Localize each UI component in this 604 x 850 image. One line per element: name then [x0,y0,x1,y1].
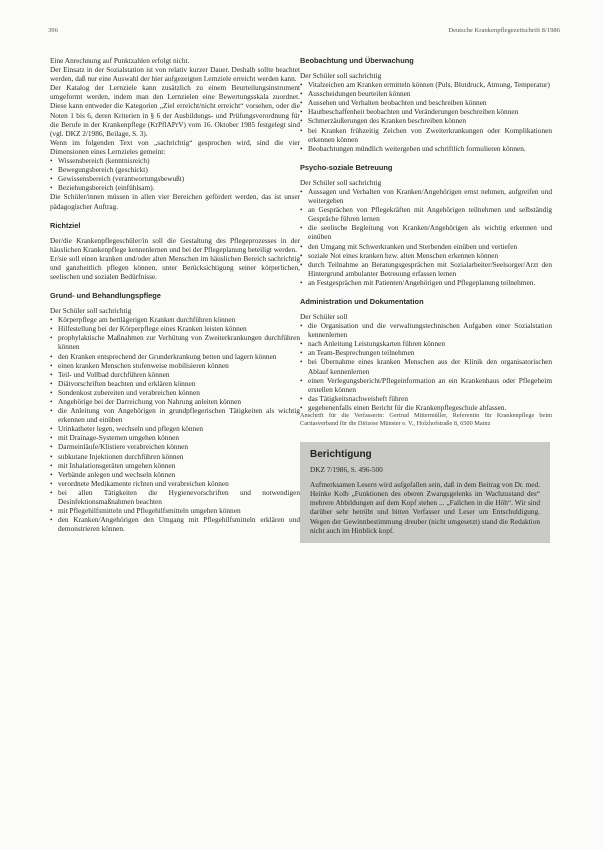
list-item: • Schmerzäußerungen des Kranken beschreiben können [300,116,552,125]
list-item: • bei Übernahme eines kranken Menschen aus der Klinik den organisatorischen Ablauf kennenlernen [300,357,552,375]
list-item: • Beziehungsbereich (einfühlsam). [50,183,300,192]
page-number: 396 [48,27,58,34]
list-item: • Gewissensbereich (verantwortungsbewußt) [50,174,300,183]
author-address: Anschrift für die Verfasserin: Gertrud Mittermüller, Referentin für Krankenpflege beim Caritasverband für die Diözese Münster e. V., Holzhofstraße 8, 6500 Mainz [300,412,552,427]
grundpflege-list [50,315,300,533]
list-item: • den Kranken/Angehörigen den Umgang mit Pflegehilfsmitteln erklären und demonstrieren können. [50,515,300,533]
intro-paragraph: Der Einsatz in der Sozialstation ist von relativ kurzer Dauer. Deshalb sollte beachtet werden, daß nur eine Auswahl der hier aufgezeigten Lernziele erreicht werden kann. [50,65,300,84]
list-item: • Beobachtungen mündlich weitergeben und schriftlich formulieren können. [300,144,552,153]
list-item: • Darmeinläufe/Klistiere verabreichen können [50,442,300,451]
list-item: • Ausscheidungen beurteilen können [300,89,552,98]
dimensions-list [50,156,300,192]
list-item: • mit Inhalationsgeräten umgehen können [50,461,300,470]
right-column [300,56,552,543]
paragraph: Der Schüler soll [300,311,348,321]
list-item: • den Kranken entsprechend der Grunderkrankung betten und lagern können [50,352,300,361]
paragraph: Die Schüler/innen müssen in allen vier Bereichen gefördert werden, das ist unser pädagogischer Auftrag. [50,192,300,211]
beobachtung-list [300,80,552,153]
list-item: • soziale Not eines kranken bzw. alten Menschen erkennen können [300,251,552,260]
list-item: • Körperpflege am bettlägerigen Kranken durchführen können [50,315,300,324]
list-item: • durch Teilnahme an Beratungsgesprächen mit Sozialarbeiter/Seelsorger/Arzt den Hintergrund ambulanter Betreuung erfassen lernen [300,260,552,278]
list-item: • Hautbeschaffenheit beobachten und Veränderungen beschreiben können [300,107,552,116]
list-item: • subkutane Injektionen durchführen können [50,452,300,461]
list-item: • das Tätigkeitsnachweisheft führen [300,394,552,403]
paragraph: Der Schüler soll sachrichtig [300,71,382,80]
list-item: • Aussehen und Verhalten beobachten und beschreiben können [300,98,552,107]
list-item: • einen Verlegungsbericht/Pflegeinformation an ein Krankenhaus oder Pflegeheim erstellen können [300,376,552,394]
list-item: • verordnete Medikamente richten und verabreichen können [50,479,300,488]
list-item: • mit Pflegehilfsmitteln und Pflegehilfsmitteln umgehen können [50,506,300,515]
list-item: • die seelische Begleitung von Kranken/Angehörigen als wichtig erkennen und einüben [300,223,552,241]
list-item: • an Festgesprächen mit Patienten/Angehörigen und Pflegeplanung teilnehmen. [300,278,552,287]
paragraph: Der Schüler soll sachrichtig [300,177,382,187]
paragraph: Der/die Krankenpflegeschüler/in soll die Gestaltung des Pflegeprozesses in der häuslichen Krankenpflege kennenlernen und bei der Pflegeplanung beteiligt werden. [50,235,300,254]
paragraph: Der Schüler soll sachrichtig [50,306,132,316]
section-heading-beobachtung: Beobachtung und Überwachung [300,56,414,65]
correction-box [300,442,550,543]
correction-title: Berichtigung [310,449,372,460]
list-item: • Bewegungsbereich (geschickt) [50,165,300,174]
list-item: • Verbände anlegen und wechseln können [50,470,300,479]
list-item: • den Umgang mit Schwerkranken und Sterbenden einüben und vertiefen [300,242,552,251]
list-item: • Sondenkost zubereiten und verabreichen können [50,388,300,397]
list-item: • Teil- und Vollbad durchführen können [50,370,300,379]
journal-title: Deutsche Krankenpflegezeitschrift 8/1986 [448,27,560,34]
list-item: • an Gesprächen von Pflegekräften mit Angehörigen teilnehmen und selbständig Gespräche führen lernen [300,205,552,223]
list-item: • Hilfestellung bei der Körperpflege eines Kranken leisten können [50,324,300,333]
paragraph: Er/sie soll einen kranken und/oder alten Menschen im häuslichen Bereich sachrichtig und ganzheitlich pflegen können, unter Berücksichtigung seiner körperlichen, seelischen und sozialen Bedürfnisse. [50,253,300,281]
running-header [48,27,560,39]
list-item: • Vitalzeichen am Kranken ermitteln können (Puls, Blutdruck, Atmung, Temperatur) [300,80,552,89]
list-item: • Wissensbereich (kenntnisreich) [50,156,300,165]
list-item: • einen kranken Menschen stufenweise mobilisieren können [50,361,300,370]
correction-reference: DKZ 7/1986, S. 496-500 [310,465,383,475]
intro-paragraph: Wenn im folgenden Text von „sachrichtig“ gesprochen wird, sind die vier Dimensionen eines Lernzieles gemeint: [50,137,300,156]
list-item: • nach Anleitung Leistungskarten führen können [300,339,552,348]
section-heading-grundpflege: Grund- und Behandlungspflege [50,291,161,301]
intro-paragraph: Der Katalog der Lernziele kann zusätzlich zu einem Beurteilungsinstrument umgeformt werden, indem man den Lernzielen eine Bewertungsskala zuordnet. Diese kann entweder die Kategorien „Ziel erreicht/nicht erreicht“ vorsehen, oder die Noten 1 bis 6, deren Kriterien in § 6 der Ausbildungs- und Prüfungsverordnung für die Berufe in der Krankenpflege (KrPflAPrV) vom 16. Oktober 1985 festgelegt sind (vgl. DKZ 2/1986, Beilage, S. 3). [50,83,300,138]
intro-paragraph: Eine Anrechnung auf Punktzahlen erfolgt nicht. [50,56,190,65]
list-item: • Diätvorschriften beachten und erklären können [50,379,300,388]
section-heading-administration: Administration und Dokumentation [300,296,424,306]
list-item: • die Organisation und die verwaltungstechnischen Aufgaben einer Sozialstation kennenlernen [300,321,552,339]
list-item: • Angehörige bei der Darreichung von Nahrung anleiten können [50,397,300,406]
correction-text: Aufmerksamen Lesern wird aufgefallen sein, daß in dem Beitrag von Dr. med. Heinke Kolb „Funktionen des oberen Zwangsgelenks im Wachzustand des“ mehrere Abbildungen auf dem Kopf stehen ... „Fallchen in die Höh“. Wir sind darüber sehr betrübt und bitten Verfasser und Leser um Entschuldigung. Wegen der Gewinnbestimmung dreuber (nicht umgesetzt) stand die Redaktion nicht auch im Hinblick kopf. [310,480,540,535]
list-item: • gegebenenfalls einen Bericht für die Krankenpflegeschule abfassen. [300,403,552,412]
section-heading-richtziel: Richtziel [50,220,81,230]
list-item: • prophylaktische Maßnahmen zur Verhütung von Zweiterkrankungen durchführen können [50,333,300,351]
list-item: • bei Kranken frühzeitig Zeichen von Zweiterkrankungen oder Komplikationen erkennen können [300,126,552,144]
list-item: • Urinkatheter legen, wechseln und pflegen können [50,424,300,433]
psychosozial-list [300,187,552,287]
list-item: • Aussagen und Verhalten von Kranken/Angehörigen ernst nehmen, aufgreifen und weitergeben [300,187,552,205]
list-item: • an Team-Besprechungen teilnehmen [300,348,552,357]
list-item: • die Anleitung von Angehörigen in grundpflegerischen Tätigkeiten als wichtig erkennen und einüben [50,406,300,424]
list-item: • bei allen Tätigkeiten die Hygienevorschriften und notwendigen Desinfektionsmaßnahmen beachten [50,488,300,506]
list-item: • mit Drainage-Systemen umgehen können [50,433,300,442]
section-heading-psychosozial: Psycho-soziale Betreuung [300,162,393,172]
administration-list [300,321,552,412]
left-column [50,56,300,533]
